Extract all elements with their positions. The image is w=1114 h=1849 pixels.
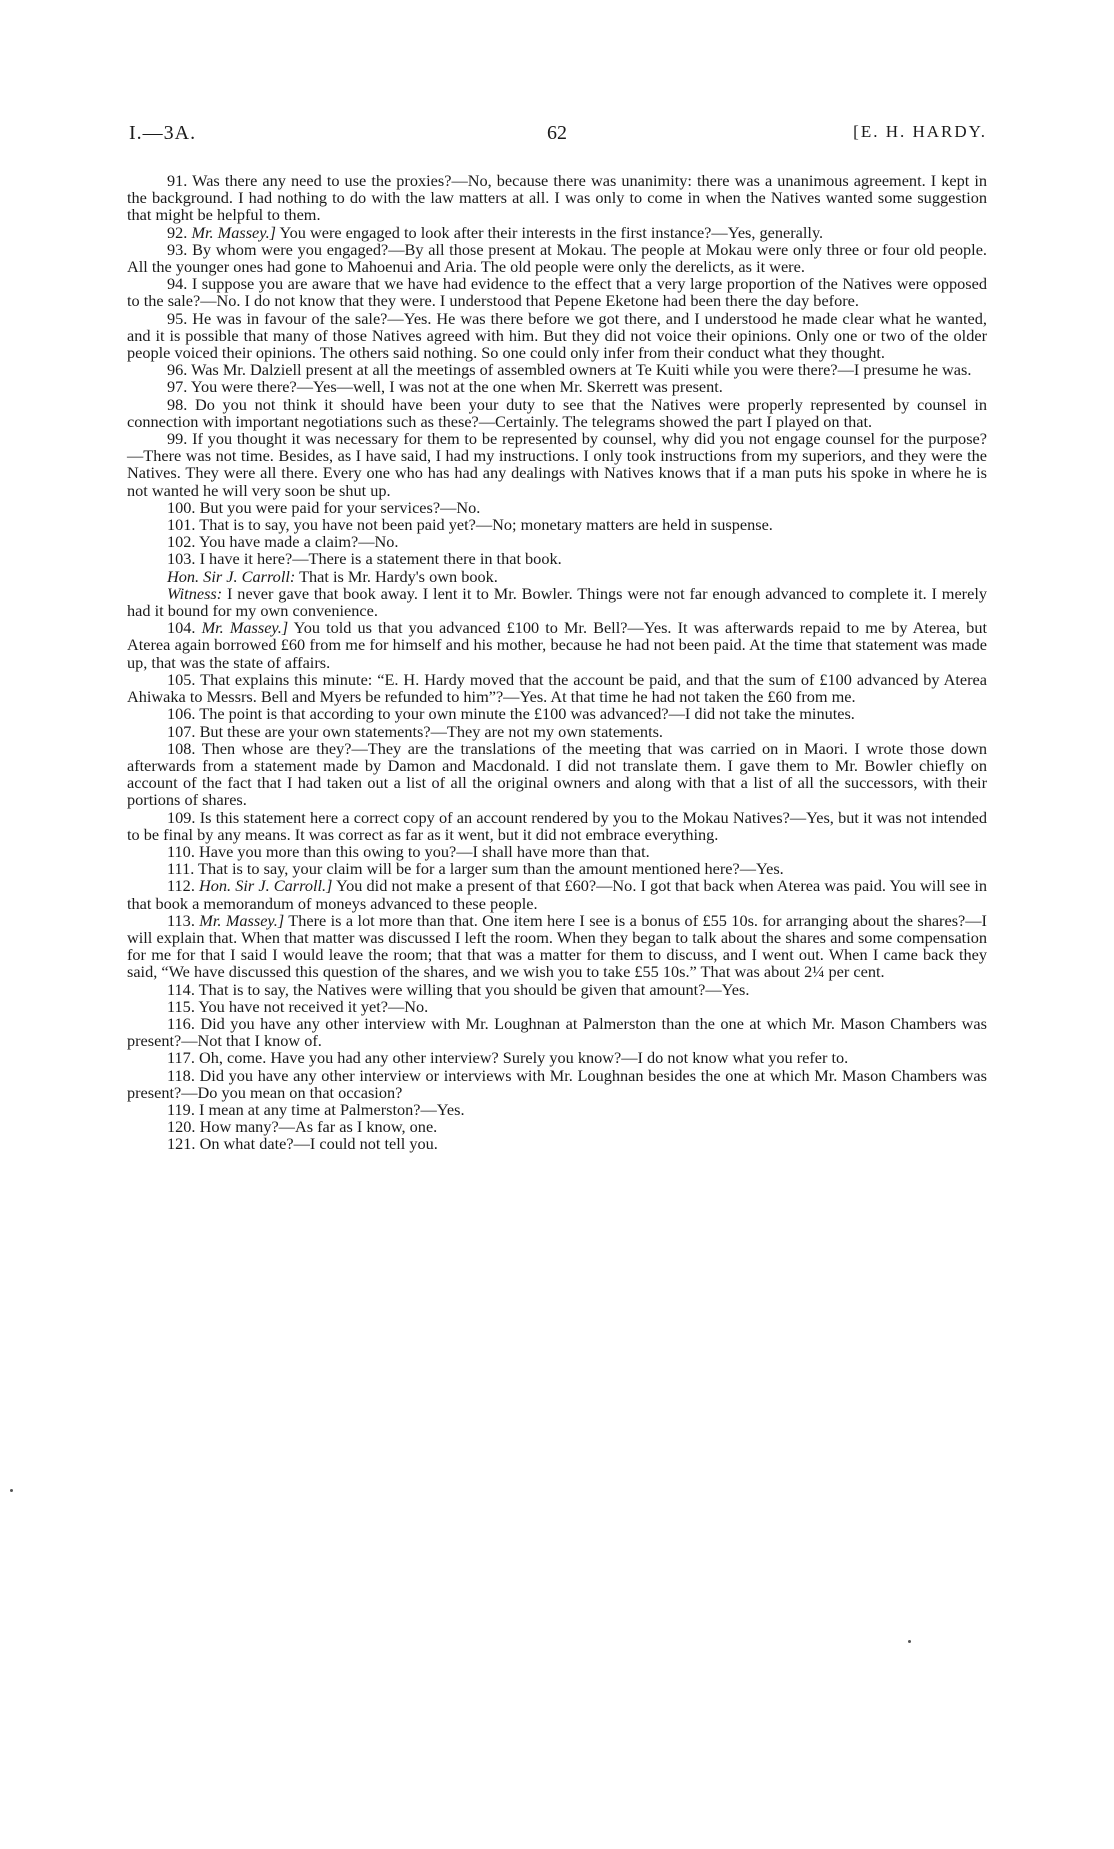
paragraph-text: 97. You were there?—Yes—well, I was not at the one when Mr. Skerrett was present. [167,377,723,397]
page-number: 62 [547,122,567,144]
evidence-paragraph [127,224,987,241]
evidence-paragraph [127,430,987,499]
evidence-paragraph [127,378,987,395]
paragraph-text: 116. Did you have any other interview with Mr. Loughnan at Palmerston than the one at which Mr. Mason Chambers was present?—Not that I know of. [127,1013,987,1051]
speaker-name: Mr. Massey.] [191,222,277,242]
question-number: 92. [167,222,188,242]
paragraph-text: 105. That explains this minute: “E. H. Hardy moved that the account be paid, and that the sum of £100 advanced by Aterea Ahiwaka to Messrs. Bell and Myers be refunded to him”?—Yes. At that time he had not taken the £60 from me. [127,669,987,707]
evidence-paragraph [127,550,987,567]
paragraph-text: 110. Have you more than this owing to you?—I shall have more than that. [167,841,650,861]
evidence-paragraph [127,1135,987,1152]
question-number: 104. [167,618,196,638]
paragraph-text: You told us that you advanced £100 to Mr. Bell?—Yes. It was afterwards repaid to me by Aterea, but Aterea again borrowed £60 from me for himself and his mother, because he had not been paid. At the time that statement was made up, that was the state of affairs. [127,618,987,672]
evidence-paragraph [127,1067,987,1101]
evidence-paragraph [127,361,987,378]
evidence-paragraph [127,1118,987,1135]
paragraph-text: 100. But you were paid for your services?—No. [167,497,481,517]
paragraph-text: 120. How many?—As far as I know, one. [167,1117,438,1137]
paragraph-text: You were engaged to look after their interests in the first instance?—Yes, generally. [279,222,824,242]
paragraph-text: 106. The point is that according to your own minute the £100 was advanced?—I did not take the minutes. [167,704,855,724]
paragraph-text: 118. Did you have any other interview or interviews with Mr. Loughnan besides the one at which Mr. Mason Chambers was present?—Do you mean on that occasion? [127,1065,987,1102]
paragraph-text: 119. I mean at any time at Palmerston?—Yes. [167,1099,465,1119]
paragraph-text: There is a lot more than that. One item here I see is a bonus of £55 10s. for arranging about the shares?—I will explain that. When that matter was discussed I left the room. When they began to talk about the shares and some compensation for me for that I said I would leave the room; that that was a matter for them to discuss, and I went out. When I came back they said, “We have discussed this question of the shares, and we wish you to take £55 10s.” That was about 2¼ per cent. [127,910,987,982]
paragraph-text: 107. But these are your own statements?—They are not my own statements. [167,721,664,741]
witness-name: [E. H. HARDY. [853,122,987,141]
evidence-paragraph [127,809,987,843]
paragraph-text: 114. That is to say, the Natives were willing that you should be given that amount?—Yes. [167,979,750,999]
paragraph-text: That is Mr. Hardy's own book. [299,566,498,586]
evidence-paragraph [127,1049,987,1066]
question-number: 113. [167,910,195,930]
evidence-paragraph [127,671,987,705]
paragraph-text: 121. On what date?—I could not tell you. [167,1134,438,1154]
paragraph-text: 109. Is this statement here a correct copy of an account rendered by you to the Mokau Natives?—Yes, but it was not intended to be final by any means. It was correct as far as it went, but it did not embrace everything. [127,807,987,844]
evidence-paragraph [127,877,987,911]
evidence-paragraph [127,1015,987,1049]
paragraph-text: 98. Do you not think it should have been your duty to see that the Natives were properly represented by counsel in connection with important negotiations such as these?—Certainly. The telegrams showed the part I played on that. [127,394,987,431]
evidence-paragraph [127,533,987,550]
evidence-paragraph [127,499,987,516]
evidence-paragraph [127,981,987,998]
question-number: 112. [167,876,195,896]
evidence-paragraph [127,1101,987,1118]
evidence-paragraph [127,585,987,619]
speaker-name: Mr. Massey.] [201,618,289,638]
evidence-paragraph [127,241,987,275]
paragraph-text: I never gave that book away. I lent it to Mr. Bowler. Things were not far enough advanced to complete it. I merely had it bound for my own convenience. [127,583,987,621]
margin-mark [908,1640,911,1643]
evidence-paragraph [127,619,987,671]
paragraph-text: 95. He was in favour of the sale?—Yes. He was there before we got there, and I understood he made clear what he wanted, and it is possible that many of those Natives agreed with him. But they did not voice their opinions. Only one or two of the older people voiced their opinions. The others said nothing. So one could only infer from their conduct what they thought. [127,308,987,363]
speaker-name: Hon. Sir J. Carroll: [167,566,296,586]
speaker-name: Hon. Sir J. Carroll.] [199,876,333,896]
paragraph-text: 108. Then whose are they?—They are the translations of the meeting that was carried on in Maori. I wrote those down afterwards from a statement made by Damon and Macdonald. I did not translate them. I gave them to Mr. Bowler chiefly on account of the fact that I had taken out a list of all the original owners and along with that a list of all the successors, with their portions of shares. [127,738,987,810]
margin-mark [10,1489,13,1492]
paragraph-text: 103. I have it here?—There is a statement there in that book. [167,549,562,569]
paragraph-text: 117. Oh, come. Have you had any other interview? Surely you know?—I do not know what you refer to. [167,1048,849,1068]
paragraph-text: 91. Was there any need to use the proxies?—No, because there was unanimity: there was a unanimous agreement. I kept in the background. I had nothing to do with the law matters at all. I was only to come in when the Natives wanted some suggestion that might be helpful to them. [127,171,987,225]
evidence-paragraph [127,740,987,809]
paragraph-text: 93. By whom were you engaged?—By all those present at Mokau. The people at Mokau were only three or four old people. All the younger ones had gone to Mahoenui and Aria. The old people were only the derelicts, as it were. [127,239,987,277]
evidence-paragraph [127,275,987,309]
paragraph-text: 115. You have not received it yet?—No. [167,996,429,1016]
evidence-body [127,172,987,1153]
paragraph-text: 102. You have made a claim?—No. [167,532,399,552]
paragraph-text: You did not make a present of that £60?—No. I got that back when Aterea was paid. You will see in that book a memorandum of moneys advanced to these people. [127,876,988,913]
paragraph-text: 96. Was Mr. Dalziell present at all the meetings of assembled owners at Te Kuiti while you were there?—I presume he was. [167,360,972,380]
evidence-paragraph [127,172,987,224]
evidence-paragraph [127,860,987,877]
evidence-paragraph [127,723,987,740]
paragraph-text: 99. If you thought it was necessary for them to be represented by counsel, why did you not engage counsel for the purpose?—There was not time. Besides, as I have said, I had my instructions. I only took instructions from my superiors, and they were the Natives. They were all there. Every one who has had any dealings with Natives knows that if a man puts his spoke in where he is not wanted he will very soon be shut up. [127,429,987,500]
speaker-name: Mr. Massey.] [199,910,285,930]
evidence-paragraph [127,396,987,430]
paragraph-text: 111. That is to say, your claim will be for a larger sum than the amount mentioned here?—Yes. [167,859,784,879]
paragraph-text: 94. I suppose you are aware that we have had evidence to the effect that a very large proportion of the Natives were opposed to the sale?—No. I do not know that they were. I understood that Pepene Eketone had been there the day before. [127,274,987,311]
speaker-name: Witness: [167,583,223,603]
evidence-paragraph [127,998,987,1015]
page-header [127,120,987,150]
evidence-paragraph [127,516,987,533]
paragraph-text: 101. That is to say, you have not been paid yet?—No; monetary matters are held in suspense. [167,515,773,535]
evidence-paragraph [127,912,987,981]
evidence-paragraph [127,568,987,585]
evidence-paragraph [127,705,987,722]
evidence-paragraph [127,843,987,860]
evidence-paragraph [127,310,987,362]
document-reference: I.—3A. [129,122,197,144]
